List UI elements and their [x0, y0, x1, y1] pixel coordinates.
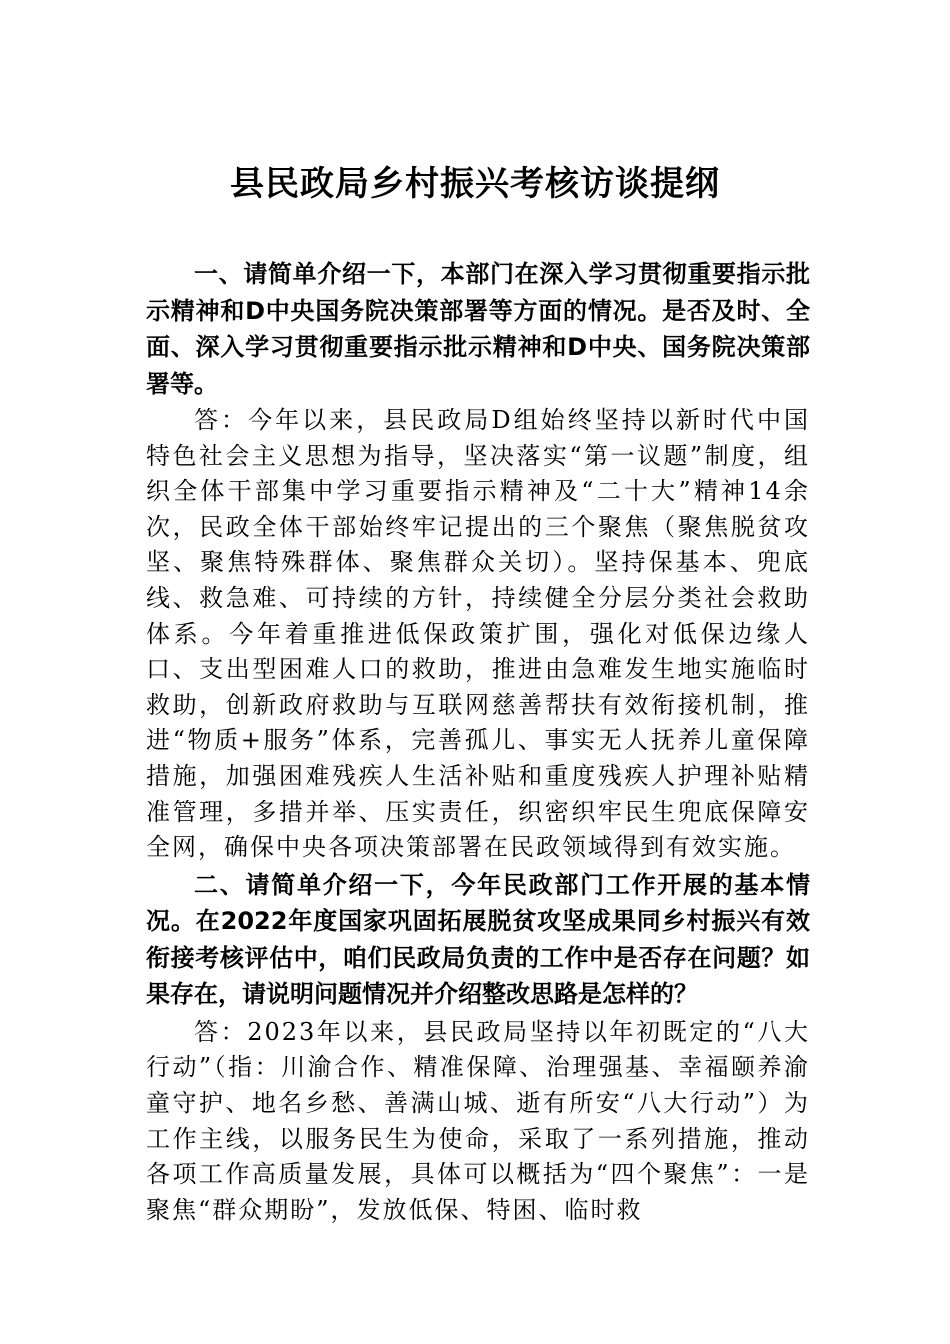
document-body: [146, 256, 810, 1228]
document-title: 县民政局乡村振兴考核访谈提纲: [230, 164, 720, 204]
question-1: 一、请简单介绍一下，本部门在深入学习贯彻重要指示批示精神和D中央国务院决策部署等方面的情况。是否及时、全面、深入学习贯彻重要指示批示精神和D中央、国务院决策部署等。: [146, 260, 810, 398]
question-2: 二、请简单介绍一下，今年民政部门工作开展的基本情况。在2022年度国家巩固拓展脱贫攻坚成果同乡村振兴有效衔接考核评估中，咱们民政局负责的工作中是否存在问题？如果存在，请说明问题情况并介绍整改思路是怎样的？: [146, 870, 810, 1009]
answer-1: 答：今年以来，县民政局D组始终坚持以新时代中国特色社会主义思想为指导，坚决落实“第一议题”制度，组织全体干部集中学习重要指示精神及“二十大”精神14余次，民政全体干部始终牢记提出的三个聚焦（聚焦脱贫攻坚、聚焦特殊群体、聚焦群众关切）。坚持保基本、兜底线、救急难、可持续的方针，持续健全分层分类社会救助体系。今年着重推进低保政策扩围，强化对低保边缘人口、支出型困难人口的救助，推进由急难发生地实施临时救助，创新政府救助与互联网慈善帮扶有效衔接机制，推进“物质+服务”体系，完善孤儿、事实无人抚养儿童保障措施，加强困难残疾人生活补贴和重度残疾人护理补贴精准管理，多措并举、压实责任，织密织牢民生兜底保障安全网，确保中央各项决策部署在民政领域得到有效实施。: [146, 406, 810, 862]
answer-2: 答：2023年以来，县民政局坚持以年初既定的“八大行动”（指：川渝合作、精准保障、治理强基、幸福颐养渝童守护、地名乡愁、善满山城、逝有所安“八大行动”）为工作主线，以服务民生为使命，采取了一系列措施，推动各项工作高质量发展，具体可以概括为“四个聚焦”：一是聚焦“群众期盼”，发放低保、特困、临时救: [146, 1017, 810, 1224]
